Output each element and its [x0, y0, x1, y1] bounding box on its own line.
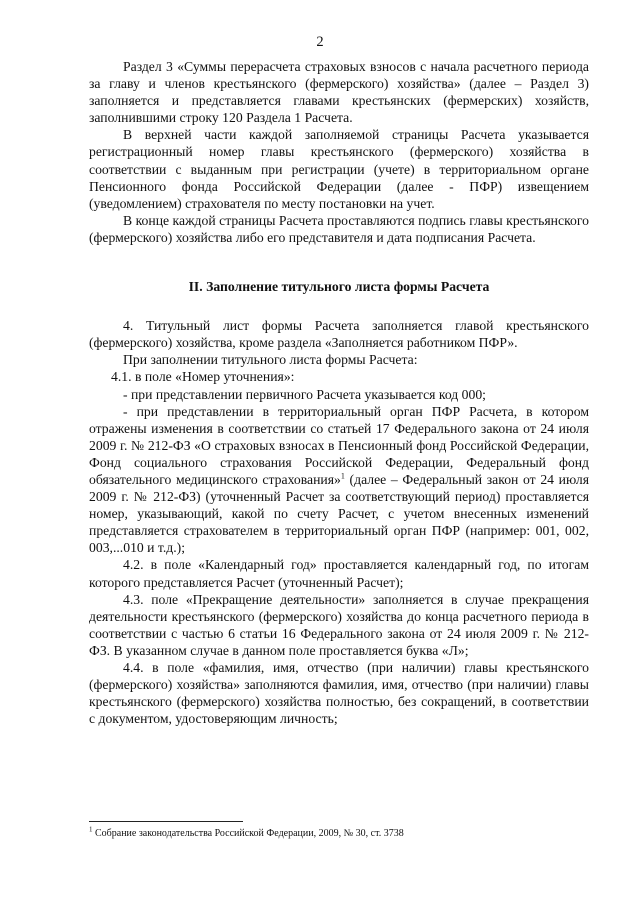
footnote-text: Собрание законодательства Российской Федерации, 2009, № 30, ст. 3738: [95, 828, 404, 839]
paragraph-signature: В конце каждой страницы Расчета проставляются подпись главы крестьянского (фермерского) хозяйства либо его представителя и дата подписания Расчета.: [89, 212, 589, 245]
footnote-separator: [89, 821, 243, 822]
paragraph-4-1-item-1: - при представлении первичного Расчета указывается код 000;: [123, 386, 486, 402]
paragraph-section-3: Раздел 3 «Суммы перерасчета страховых взносов с начала расчетного периода за главу и членов крестьянского (фермерского) хозяйства» (далее – Раздел 3) заполняется и представляется главами крестьянских (фермерских) хозяйств, заполнившими строку 120 Раздела 1 Расчета.: [89, 59, 589, 126]
paragraph-4: 4. Титульный лист формы Расчета заполняется главой крестьянского (фермерского) хозяйства, кроме раздела «Заполняется работником ПФР».: [89, 318, 589, 351]
paragraph-4-4: 4.4. в поле «фамилия, имя, отчество (при наличии) главы крестьянского (фермерского) хозяйства» заполняются фамилия, имя, отчество (при наличии) главы крестьянского (фермерского) хозяйства полностью, без сокращений, в соответствии с документом, удостоверяющим личность;: [89, 660, 589, 727]
paragraph-4-2: 4.2. в поле «Календарный год» проставляется календарный год, по итогам которого представляется Расчет (уточненный Расчет);: [89, 557, 589, 590]
paragraph-4-3: 4.3. поле «Прекращение деятельности» заполняется в случае прекращения деятельности крестьянского (фермерского) хозяйства до конца расчетного периода в соответствии с частью 6 статьи 16 Федерального закона от 24 июля 2009 г. № 212-ФЗ. В указанном случае в данном поле проставляется буква «Л»;: [89, 591, 589, 658]
page-number: 2: [316, 34, 324, 50]
footnote-mark: 1: [89, 825, 93, 834]
paragraph-4-intro: При заполнении титульного листа формы Расчета:: [123, 352, 418, 368]
item-2-text-after: (далее – Федеральный закон от 24 июля 2009 г. № 212-ФЗ) (уточненный Расчет за соответствующий период) проставляется номер, указывающий, какой по счету Расчет, с учетом внесенных изменений представляется страхователем в территориальный орган ПФР (например: 001, 002, 003,...010 и т.д.);: [89, 471, 589, 556]
footnote: [89, 825, 589, 839]
section-heading: II. Заполнение титульного листа формы Расчета: [188, 279, 490, 295]
paragraph-registration-number: В верхней части каждой заполняемой страницы Расчета указывается регистрационный номер главы крестьянского (фермерского) хозяйства в соответствии с выданным при регистрации (учете) в территориальном органе Пенсионного фонда Российской Федерации (далее - ПФР) извещением (уведомлением) страхователя по месту постановки на учет.: [89, 127, 589, 211]
paragraph-4-1-title: 4.1. в поле «Номер уточнения»:: [111, 369, 295, 385]
document-body: [89, 58, 589, 727]
paragraph-4-1-item-2: [89, 403, 589, 557]
item-2-text-before: - при представлении в территориальный орган ПФР Расчета, в котором отражены изменения в соответствии со статьей 17 Федерального закона от 24 июля 2009 г. № 212-ФЗ «О страховых взносах в Пенсионный фонд Российской Федерации, Фонд социального страхования Российской Федерации, Федеральный фонд обязательного медицинского страхования»: [89, 403, 589, 487]
footnote-reference: 1: [340, 471, 345, 481]
